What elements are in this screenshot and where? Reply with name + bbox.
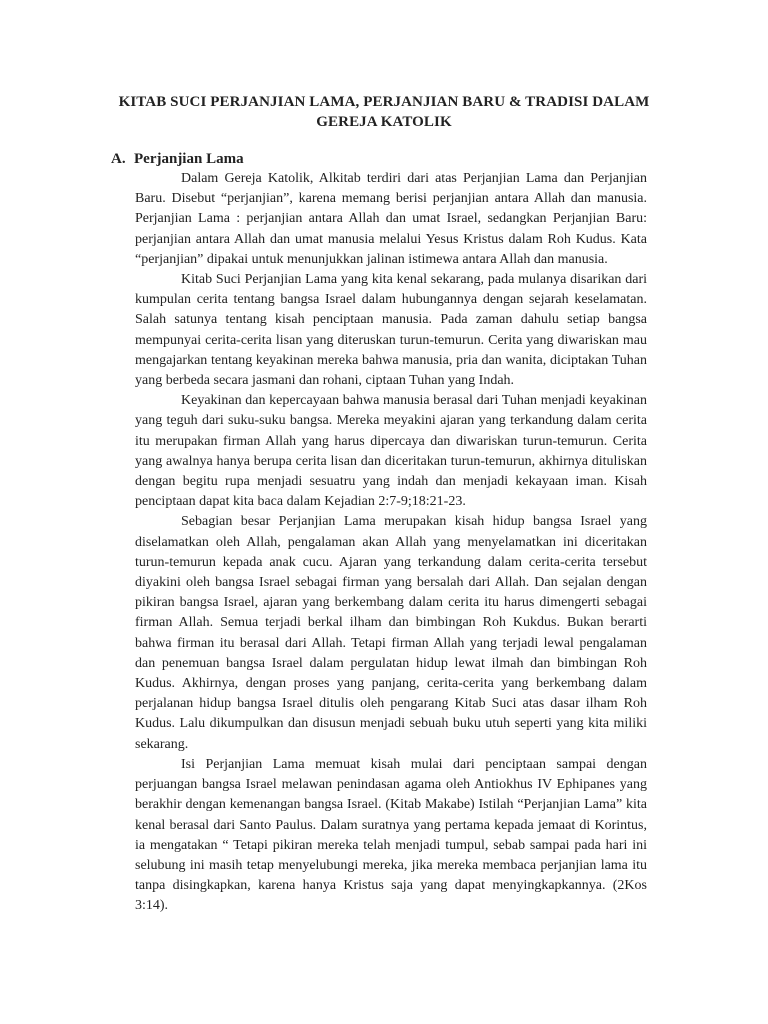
section-title: Perjanjian Lama bbox=[134, 151, 244, 167]
title-line-1: KITAB SUCI PERJANJIAN LAMA, PERJANJIAN BARU & TRADISI DALAM bbox=[118, 94, 650, 110]
paragraph: Sebagian besar Perjanjian Lama merupakan kisah hidup bangsa Israel yang diselamatkan oleh Allah, pengalaman akan Allah yang menyelamatkan ini diceritakan turun-temurun kepada anak cucu. Ajaran yang terkandung dalam cerita-cerita tersebut diyakini oleh bangsa Israel sebagai firman yang bersalah dari Allah. Dan sejalan dengan pikiran bangsa Israel, ajaran yang berkembang dalam cerita itu harus dimengerti sebagai firman Allah. Semua terjadi berkal ilham dan bimbingan Roh Kukdus. Bukan berarti bahwa firman itu berasal dari Allah. Tetapi firman Allah yang terjadi lewal pengalaman dan penemuan bangsa Israel dalam pergulatan hidup lewat ilmah dan bimbingan Roh Kudus. Akhirnya, dengan proses yang panjang, cerita-cerita yang berkembang dalam perjalanan hidup bangsa Israel ditulis oleh pengarang Kitab Suci atas dasar ilham Roh Kudus. Lalu dikumpulkan dan disusun menjadi sebuah buku utuh seperti yang kita miliki sekarang. bbox=[135, 514, 647, 752]
paragraph: Keyakinan dan kepercayaan bahwa manusia berasal dari Tuhan menjadi keyakinan yang teguh dari suku-suku bangsa. Mereka meyakini ajaran yang terkandung dalam cerita itu merupakan firman Allah yang harus dipercaya dan diwariskan turun-temurun. Cerita yang awalnya hanya berupa cerita lisan dan diceritakan turun-temurun, akhirnya dituliskan dengan begitu rupa menjadi sesuatru yang indah dan menjadi kekayaan iman. Kisah penciptaan dapat kita baca dalam Kejadian 2:7-9;18:21-23. bbox=[135, 393, 647, 510]
paragraph: Dalam Gereja Katolik, Alkitab terdiri dari atas Perjanjian Lama dan Perjanjian Baru. Disebut “perjanjian”, karena memang berisi perjanjian antara Allah dan manusia. Perjanjian Lama : perjanjian antara Allah dan umat Israel, sedangkan Perjanjian Baru: perjanjian antara Allah dan umat manusia melalui Yesus Kristus dalam Roh Kudus. Kata “perjanjian” dipakai untuk menunjukkan jalinan istimewa antara Allah dan manusia. bbox=[135, 171, 647, 267]
paragraph: Kitab Suci Perjanjian Lama yang kita kenal sekarang, pada mulanya disarikan dari kumpulan cerita tentang bangsa Israel dalam hubungannya dengan sejarah keselamatan. Salah satunya tentang kisah penciptaan manusia. Pada zaman dahulu setiap bangsa mempunyai cerita-cerita lisan yang diteruskan turun-temurun. Cerita yang diwariskan mau mengajarkan tentang keyakinan mereka bahwa manusia, pria dan wanita, diciptakan Tuhan yang berbeda secara jasmani dan rohani, ciptaan Tuhan yang Indah. bbox=[135, 272, 647, 389]
title-line-2: GEREJA KATOLIK bbox=[316, 114, 452, 130]
document-title bbox=[100, 92, 668, 132]
body-text bbox=[135, 169, 647, 917]
section-heading bbox=[111, 149, 244, 169]
section-letter: A. bbox=[111, 151, 126, 167]
paragraph: Isi Perjanjian Lama memuat kisah mulai dari penciptaan sampai dengan perjuangan bangsa Israel melawan penindasan agama oleh Antiokhus IV Ephipanes yang berakhir dengan kemenangan bangsa Israel. (Kitab Makabe) Istilah “Perjanjian Lama” kita kenal berasal dari Santo Paulus. Dalam suratnya yang pertama kepada jemaat di Korintus, ia mengatakan “ Tetapi pikiran mereka telah menjadi tumpul, sebab sampai pada hari ini selubung ini masih tetap menyelubungi mereka, jika mereka membaca perjanjian lama itu tanpa disingkapkan, karena hanya Kristus saja yang dapat menyingkapkannya. (2Kos 3:14). bbox=[135, 756, 647, 914]
